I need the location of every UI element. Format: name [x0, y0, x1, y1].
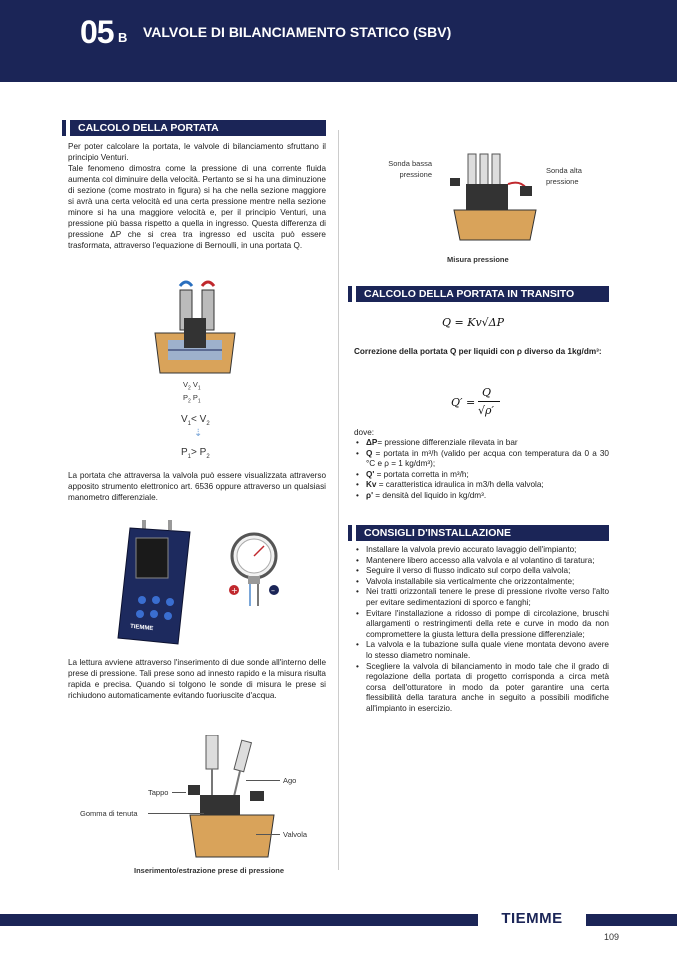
label-gomma: Gomma di tenuta — [80, 809, 138, 818]
page-header — [0, 0, 677, 82]
page-number: 109 — [604, 932, 620, 942]
formula-denominator: √ρ′ — [478, 404, 494, 417]
pressure-measure-diagram — [440, 150, 550, 250]
correction-text: Correzione della portata Q per liquidi con ρ diverso da 1kg/dm³: — [354, 347, 602, 356]
list-item: • Nei tratti orizzontali tenere le prese di pressione rivolte verso l'alto per evitare sedimentazioni di sporco e fanghi; — [354, 587, 609, 608]
arrow-down-icon: ⇣ — [194, 428, 203, 439]
pressure-taps-diagram — [188, 735, 278, 865]
svg-text:+: + — [231, 586, 238, 595]
column-separator — [338, 130, 339, 870]
list-item: • Q = portata in m³/h (valido per acqua con temperatura da 0 a 30 °C e ρ = 1 kg/dm³); — [354, 449, 609, 470]
caption-inserimento: Inserimento/estrazione prese di pressione — [134, 866, 285, 875]
differential-manometer-image — [222, 532, 286, 606]
caption-misura: Misura pressione — [447, 255, 509, 264]
label-tappo: Tappo — [148, 788, 169, 797]
definitions-list — [354, 438, 609, 502]
formula-numerator: Q — [482, 386, 492, 399]
label-sonda-bassa: Sonda bassa pressione — [388, 159, 432, 179]
para-3: La portata che attraversa la valvola può essere visualizzata attraverso apposito strumento elettronico art. 6536 oppure attraverso un qualsiasi manometro differenziale. — [68, 471, 326, 502]
leader-line — [246, 780, 280, 781]
list-item: • Mantenere libero accesso alla valvola e al volantino di taratura; — [354, 556, 609, 567]
venturi-valve-diagram — [150, 278, 240, 378]
para-2: Tale fenomeno dimostra come la pressione di una corrente fluida aumenta col diminuire della velocità. Pertanto se si ha una diminuzione di sezione (come mostrato in figura) si ha che nella sezione maggiore si avrà una certa velocità ed una certa pressione mentre nella sezione minore si ha una maggiore velocità e, per il principio Venturi, una pressione più bassa rispetto a quella in ingresso. Questa differenza di pressione ΔP che si crea tra ingresso ed uscita può essere trasformata, attraverso l'equazione di Bernoulli, in una portata Q. — [68, 164, 326, 250]
pressure-relation: $P_1> P_2$ — [181, 447, 210, 460]
list-item: • Q' = portata corretta in m³/h; — [354, 470, 609, 481]
list-item: • Evitare l'installazione a ridosso di pompe di circolazione, bruschi allargamenti o restringimenti della rete e curve in modo da non compromettere la giusta lettura della pressione differenziale; — [354, 609, 609, 641]
leader-line — [172, 792, 186, 793]
para-4: La lettura avviene attraverso l'inserimento di due sonde all'interno delle prese di pressione. Tali prese sono ad innesto rapido e la misura risulta rapida e precisa. Quando si tolgono le sonde di misura le prese si richiudono automaticamente evitando fuoriuscite d'acqua. — [68, 658, 326, 700]
leader-line — [148, 813, 204, 814]
meter-brand: TIEMME — [129, 623, 154, 633]
venturi-label-v: $V_2$ $V_1$ — [183, 380, 201, 392]
list-item: • Valvola installabile sia verticalmente che orizzontalmente; — [354, 577, 609, 588]
footer-logo: TIEMME — [478, 908, 586, 928]
chapter-number: 05 — [80, 14, 114, 50]
section-portata-transito: CALCOLO DELLA PORTATA IN TRANSITO — [352, 286, 609, 302]
label-valvola: Valvola — [283, 830, 308, 839]
list-item: • ΔP= pressione differenziale rilevata in bar — [354, 438, 609, 449]
fraction-bar — [478, 401, 500, 402]
section-calcolo-portata: CALCOLO DELLA PORTATA — [66, 120, 326, 136]
section-consigli: CONSIGLI D'INSTALLAZIONE — [352, 525, 609, 541]
intro-text — [68, 141, 326, 251]
label-sonda-alta: Sonda alta pressione — [546, 166, 582, 186]
chapter-sub: B — [118, 30, 128, 45]
list-item: • Installare la valvola previo accurato lavaggio dell'impianto; — [354, 545, 609, 556]
page-title: VALVOLE DI BILANCIAMENTO STATICO (SBV) — [143, 24, 452, 40]
label-ago: Ago — [283, 776, 297, 785]
svg-text:–: – — [271, 586, 275, 595]
leader-line — [256, 834, 280, 835]
list-item: • Scegliere la valvola di bilanciamento in modo tale che il grado di regolazione della portata di progetto corrisponda a circa metà corsa dell'otturatore in modo da poter garantire una certa flessibilità della taratura anche in seguito a possibili modifiche all'impianto in esercizio. — [354, 662, 609, 715]
venturi-label-p: $P_2$ $P_1$ — [183, 393, 201, 405]
list-item: • Kv = caratteristica idraulica in m3/h della valvola; — [354, 480, 609, 491]
list-item: • Seguire il verso di flusso indicato sul corpo della valvola; — [354, 566, 609, 577]
dove-label: dove: — [354, 428, 375, 437]
list-item: • ρ' = densità del liquido in kg/dm³. — [354, 491, 609, 502]
tips-list — [354, 545, 609, 715]
para-1: Per poter calcolare la portata, le valvole di bilanciamento sfruttano il principio Venturi. — [68, 142, 326, 162]
formula-kv: Q = Kv√ΔP — [442, 316, 505, 329]
list-item: • La valvola e la tubazione sulla quale viene montata devono avere lo stesso diametro nominale. — [354, 640, 609, 661]
velocity-relation: $V_1< V_2$ — [181, 414, 210, 427]
formula-q-prime: Q′ = — [451, 396, 476, 409]
